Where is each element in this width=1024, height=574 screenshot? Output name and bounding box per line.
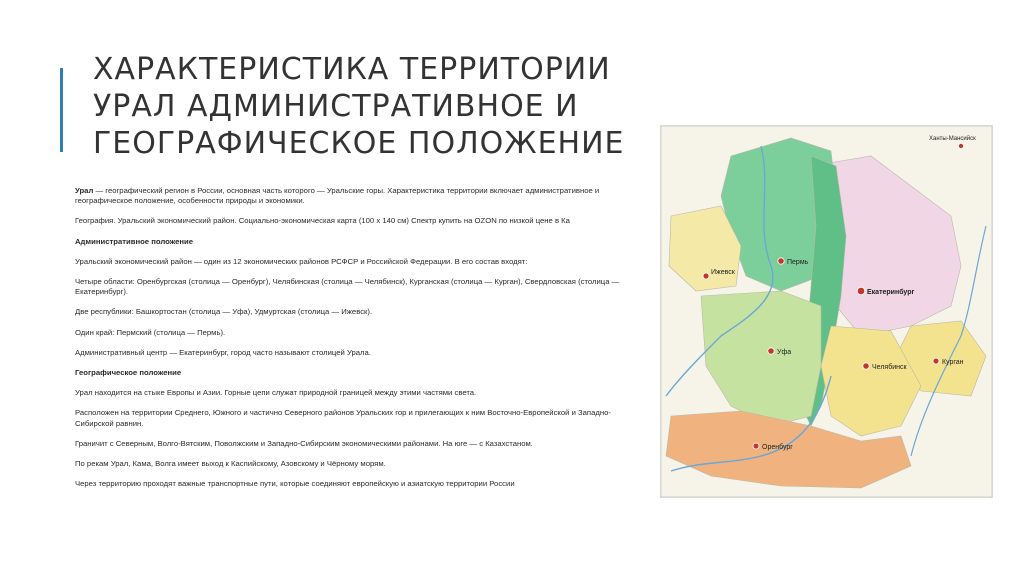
city-perm [778, 258, 784, 264]
title-line-3: ГЕОГРАФИЧЕСКОЕ ПОЛОЖЕНИЕ [93, 126, 625, 161]
admin-paragraph-1: Уральский экономический район — один из 12 экономических районов РСФСР и Российской Федерации. В его состав входят: [75, 256, 528, 266]
geo-paragraph-1: Урал находится на стыке Европы и Азии. Горные цепи служат природной границей между этими частями света. [75, 388, 477, 398]
city-chelyabinsk [863, 363, 869, 369]
ural-region-map [660, 125, 993, 498]
city-orenburg [753, 443, 759, 449]
admin-heading: Административное положение [75, 236, 193, 246]
label-khanty: Ханты-Мансийск [929, 136, 976, 142]
intro-paragraph [75, 186, 620, 206]
label-izhevsk: Ижевск [711, 269, 735, 276]
geo-paragraph-4: По рекам Урал, Кама, Волга имеет выход к Каспийскому, Азовскому и Чёрному морям. [75, 459, 386, 469]
title-line-2: УРАЛ АДМИНИСТРАТИВНОЕ И [93, 89, 579, 124]
geo-paragraph-5: Через территорию проходят важные транспортные пути, которые соединяют европейскую и азиатскую территории России [75, 479, 515, 489]
label-ufa: Уфа [777, 349, 792, 356]
slide-title [93, 51, 653, 162]
intro-text: — географический регион в России, основная часть которого — Уральские горы. Характеристика территории включает административное и географическое положение, особенности природы и экономики. [75, 186, 600, 206]
admin-paragraph-4: Один край: Пермский (столица — Пермь). [75, 327, 226, 337]
intro-term: Урал [75, 186, 94, 195]
city-ekaterinburg [857, 287, 865, 295]
label-perm: Пермь [787, 259, 809, 266]
city-izhevsk [703, 273, 709, 279]
label-chelyabinsk: Челябинск [872, 364, 907, 371]
admin-paragraph-5: Административный центр — Екатеринбург, город часто называют столицей Урала. [75, 347, 371, 357]
map-svg [661, 126, 992, 497]
geo-paragraph-2: Расположен на территории Среднего, Южного и частично Северного районов Уральских гор и прилегающих к ним Восточно-Европейской и Западно-Сибирской равнин. [75, 408, 611, 428]
title-line-1: ХАРАКТЕРИСТИКА ТЕРРИТОРИИ [93, 52, 611, 87]
geo-paragraph-3: Граничит с Северным, Волго-Вятским, Поволжским и Западно-Сибирским экономическими районами. На юге — с Казахстаном. [75, 438, 533, 448]
city-kurgan [933, 358, 939, 364]
slide-body [75, 186, 620, 499]
geo-heading: Географическое положение [75, 368, 182, 378]
title-accent-bar [60, 68, 63, 152]
geography-note: География. Уральский экономический район. Социально-экономическая карта (100 х 140 см) Спектр купить на OZON по низкой цене в Ка [75, 216, 570, 226]
admin-paragraph-3: Две республики: Башкортостан (столица — Уфа), Удмуртская (столица — Ижевск). [75, 307, 373, 317]
city-khanty [958, 143, 963, 148]
city-ufa [768, 348, 774, 354]
label-orenburg: Оренбург [762, 444, 793, 451]
admin-paragraph-2: Четыре области: Оренбургская (столица — Оренбург), Челябинская (столица — Челябинск), Курганская (столица — Курган), Свердловская (столица — Екатеринбург). [75, 277, 620, 297]
label-kurgan: Курган [942, 359, 964, 366]
label-ekaterinburg: Екатеринбург [867, 289, 915, 296]
